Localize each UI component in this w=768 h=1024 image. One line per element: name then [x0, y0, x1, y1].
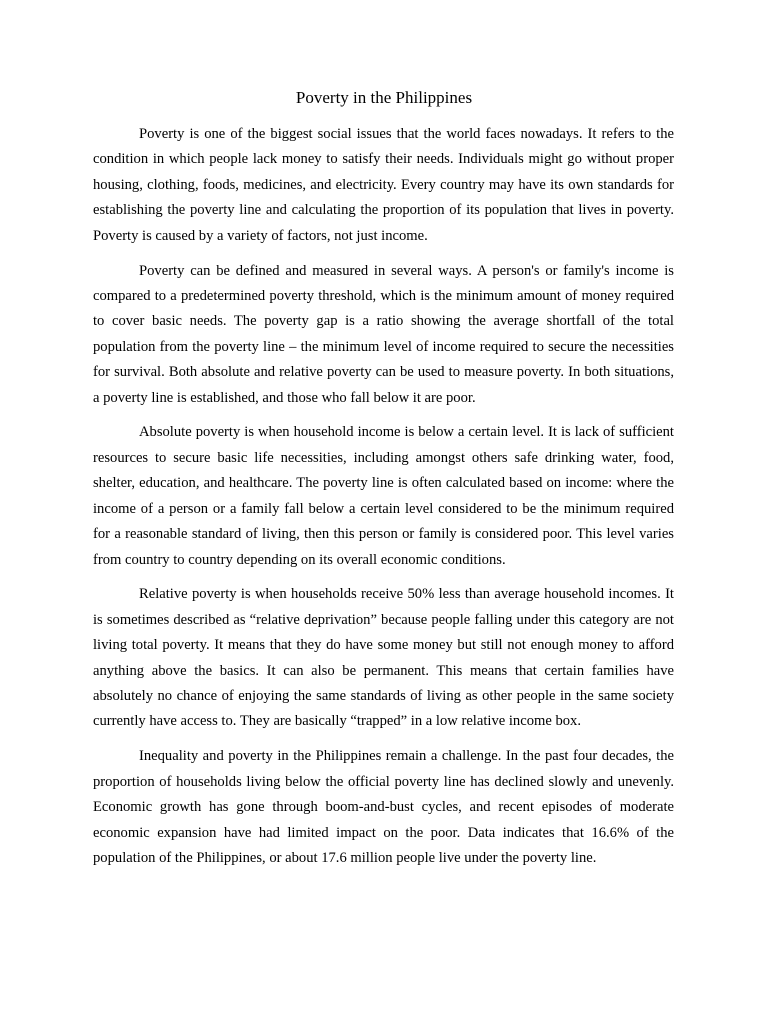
- paragraph-2: Poverty can be defined and measured in several ways. A person's or family's income is compared to a predetermined poverty threshold, which is the minimum amount of money required to cover basic needs. The poverty gap is a ratio showing the average shortfall of the total population from the poverty line – the minimum level of income required to secure the necessities for survival. Both absolute and relative poverty can be used to measure poverty. In both situations, a poverty line is established, and those who fall below it are poor.: [93, 262, 674, 406]
- paragraph-5: Inequality and poverty in the Philippines remain a challenge. In the past four decades, the proportion of households living below the official poverty line has declined slowly and unevenly. Economic growth has gone through boom-and-bust cycles, and recent episodes of moderate economic expansion have had limited impact on the poor. Data indicates that 16.6% of the population of the Philippines, or about 17.6 million people live under the poverty line.: [93, 748, 674, 866]
- paragraph-1: Poverty is one of the biggest social issues that the world faces nowadays. It refers to the condition in which people lack money to satisfy their needs. Individuals might go without proper housing, clothing, foods, medicines, and electricity. Every country may have its own standards for establishing the poverty line and calculating the proportion of its population that lives in poverty. Poverty is caused by a variety of factors, not just income.: [93, 126, 674, 244]
- body-text: [93, 122, 674, 881]
- page-title: Poverty in the Philippines: [295, 88, 473, 107]
- paragraph-4: Relative poverty is when households receive 50% less than average household incomes. It is sometimes described as “relative deprivation” because people falling under this category are not living total poverty. It means that they do have some money but still not enough money to afford anything above the basics. It can also be permanent. This means that certain families have absolutely no chance of enjoying the same standards of living as other people in the same society currently have access to. They are basically “trapped” in a low relative income box.: [93, 586, 674, 730]
- paragraph-3: Absolute poverty is when household income is below a certain level. It is lack of sufficient resources to secure basic life necessities, including amongst others safe drinking water, food, shelter, education, and healthcare. The poverty line is often calculated based on income: where the income of a person or a family fall below a certain level considered to be the minimum required for a reasonable standard of living, then this person or family is considered poor. This level varies from country to country depending on its overall economic conditions.: [93, 424, 674, 568]
